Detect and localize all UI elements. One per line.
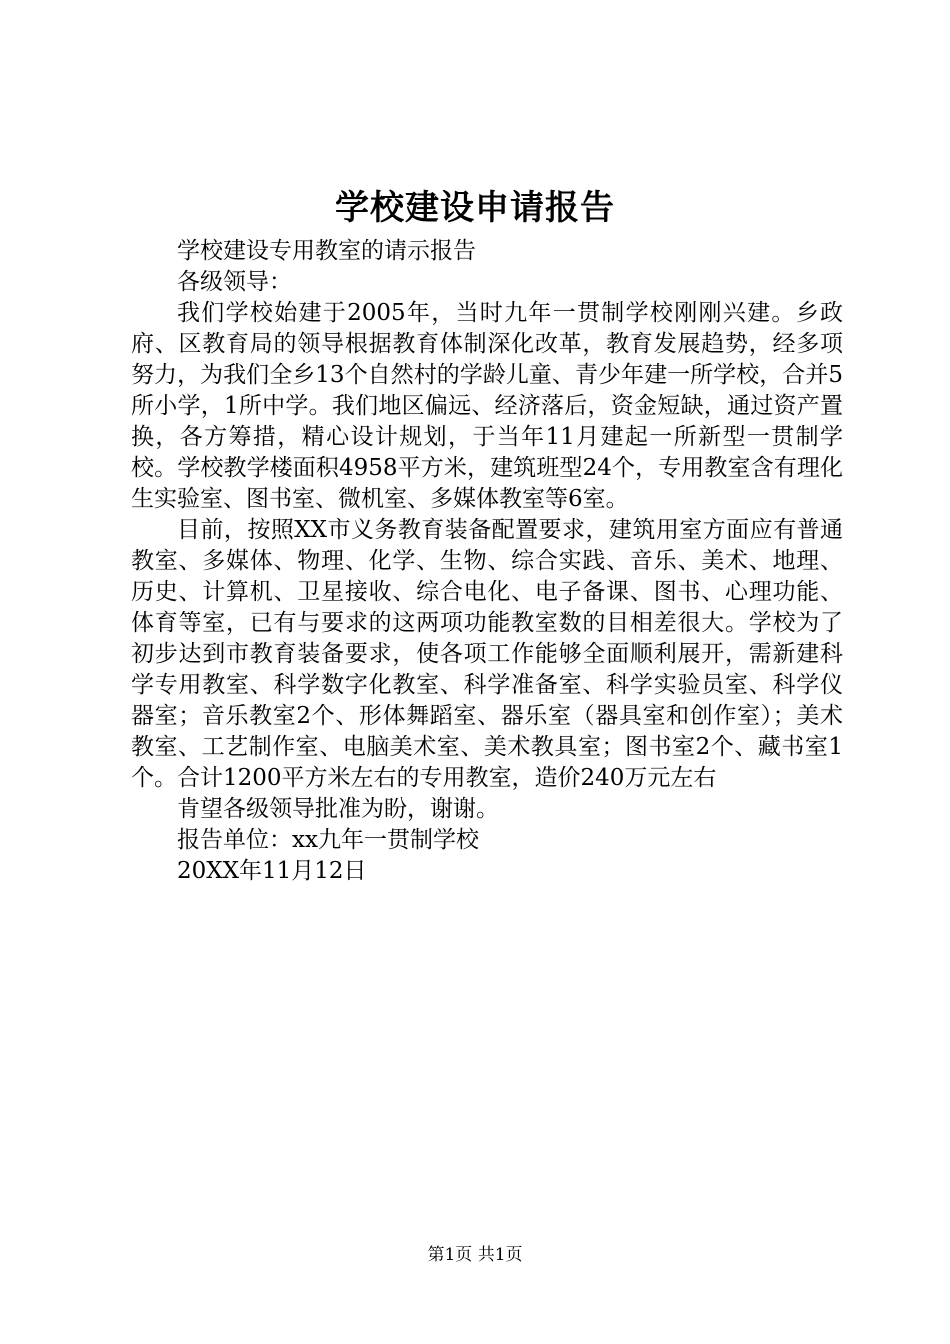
document-title: 学校建设申请报告	[335, 188, 615, 228]
paragraph-requirements: 目前，按照XX市义务教育装备配置要求，建筑用室方面应有普通教室、多媒体、物理、化学、生物、综合实践、音乐、美术、地理、历史、计算机、卫星接收、综合电化、电子备课、图书、心理功能、体育等室，已有与要求的这两项功能教室数的目相差很大。学校为了初步达到市教育装备要求，使各项工作能够全面顺利展开，需新建科学专用教室、科学数字化教室、科学准备室、科学实验员室、科学仪器室；音乐教室2个、形体舞蹈室、器乐室（器具室和创作室）；美术教室、工艺制作室、电脑美术室、美术教具室；图书室2个、藏书室1个。合计1200平方米左右的专用教室，造价240万元左右	[131, 517, 843, 791]
date-line: 20XX年11月12日	[177, 858, 367, 884]
subtitle-line: 学校建设专用教室的请示报告	[177, 238, 476, 264]
document-body	[131, 236, 843, 887]
page-footer: 第1页 共1页	[427, 1245, 523, 1265]
salutation-line: 各级领导：	[177, 269, 292, 295]
paragraph-background: 我们学校始建于2005年，当时九年一贯制学校刚刚兴建。乡政府、区教育局的领导根据教育体制深化改革，教育发展趋势，经多项努力，为我们全乡13个自然村的学龄儿童、青少年建一所学校，合并5所小学，1所中学。我们地区偏远、经济落后，资金短缺，通过资产置换，各方筹措，精心设计规划，于当年11月建起一所新型一贯制学校。学校教学楼面积4958平方米，建筑班型24个，专用教室含有理化生实验室、图书室、微机室、多媒体教室等6室。	[131, 300, 843, 512]
sender-line: 报告单位：xx九年一贯制学校	[177, 827, 479, 853]
closing-line: 肯望各级领导批准为盼，谢谢。	[177, 796, 499, 822]
